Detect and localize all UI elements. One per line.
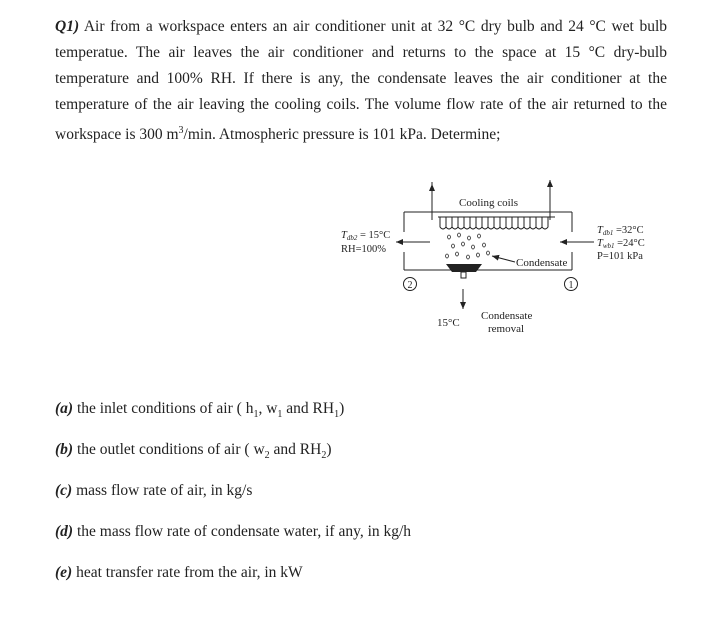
question-a: (a) the inlet conditions of air ( $h_1$, $w_1$ and $RH_1$) (55, 400, 345, 421)
question-c: (c) mass flow rate of air, in kg/s (55, 482, 253, 499)
inlet-conditions (597, 225, 645, 262)
problem-label: Q1) (55, 18, 80, 35)
drain-pipe (461, 272, 466, 278)
state-1-label: 1 (568, 280, 574, 291)
condensate-tray (446, 264, 482, 272)
state-2-label: 2 (407, 280, 413, 291)
condensate-leader-arrow (492, 256, 515, 262)
condensate-removal-label-2: removal (488, 323, 525, 335)
svg-text:Twb1 =24°C: Twb1 =24°C (597, 238, 645, 250)
cooling-coils (438, 217, 555, 229)
question-d: (d) the mass flow rate of condensate water, if any, in kg/h (55, 523, 412, 540)
svg-text:Tdb2 = 15°C: Tdb2 = 15°C (341, 230, 391, 242)
cooling-coils-label: Cooling coils (459, 197, 518, 209)
condensate-label: Condensate (516, 257, 568, 269)
svg-text:P=101 kPa: P=101 kPa (597, 251, 643, 262)
svg-text:Tdb1 =32°C: Tdb1 =32°C (597, 225, 644, 237)
problem-superscript: 3 (178, 125, 184, 136)
svg-text:RH=100%: RH=100% (341, 244, 387, 255)
condensate-droplets (446, 233, 490, 259)
question-e: (e) heat transfer rate from the air, in kW (55, 564, 303, 581)
question-b: (b) the outlet conditions of air ( $w_2$ and $RH_2$) (55, 441, 332, 462)
problem-text-end: /min. Atmospheric pressure is 101 kPa. Determine; (183, 126, 501, 144)
problem-text: Air from a workspace enters an air conditioner unit at 32 °C dry bulb and 24 °C wet bulb temperatue. The air leaves the air conditioner and returns to the space at 15 °C dry-bulb temperature and 100% RH. If there is any, the condensate leaves the air conditioner at the temperature of the air leaving the cooling coils. The volume flow rate of the air returned to the workspace is 300 m (55, 18, 667, 144)
outlet-conditions (341, 230, 390, 255)
condensate-removal-label: Condensate (481, 310, 533, 322)
condensate-temp-label: 15°C (437, 317, 460, 329)
